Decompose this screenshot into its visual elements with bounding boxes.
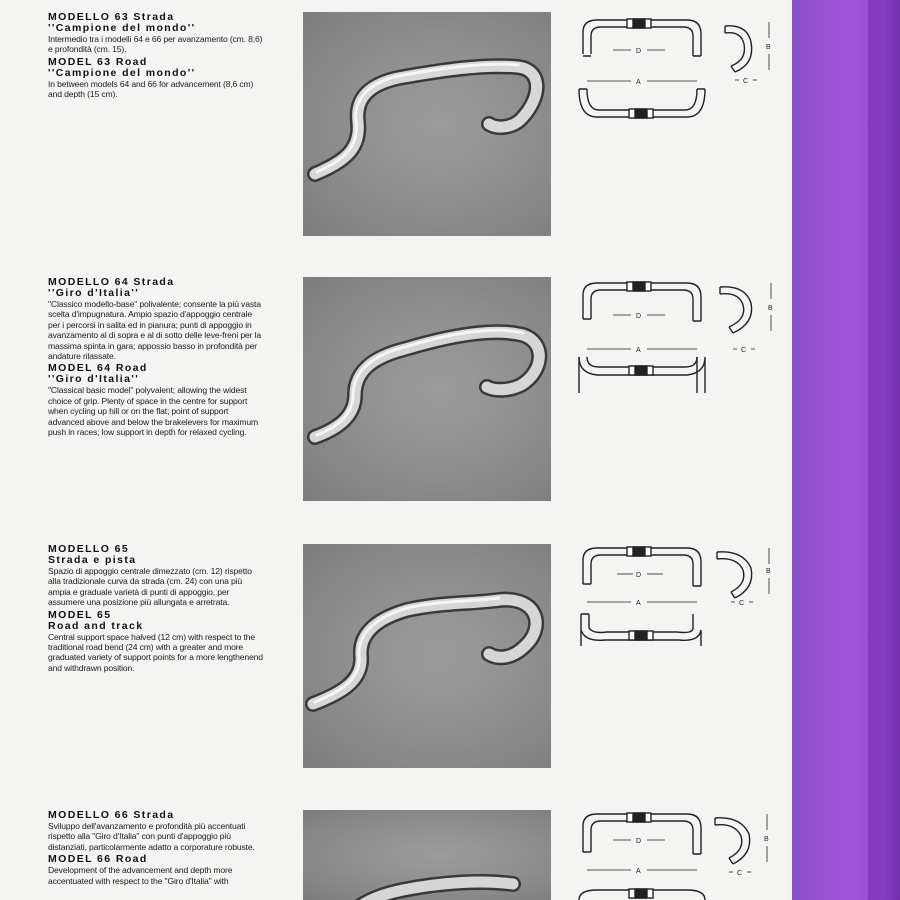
model-65-dimension-diagram (575, 542, 780, 682)
dimension-label-d: D (636, 48, 642, 55)
model-63-en-heading: MODEL 63 Road (48, 55, 148, 68)
model-64-it-body: "Classico modello-base" polivalente; consente la più vasta scelta d'impugnatura. Ampio spazio d'appoggio centrale per i percorsi in salita ed in pianura; punti di appoggio in avanzamento al di sopra e al di sotto delle leve-freni per la massima spinta in gara; appossio basso in profondità per andature rilassate. (48, 299, 261, 362)
model-66-section (0, 798, 792, 900)
model-66-it-body: Sviluppo dell'avanzamento e profondità più accentuati rispetto alla "Giro d'Italia" con punti d'appoggio più distanziati, particolarmente adatto a corporature robuste. (48, 821, 255, 852)
model-66-it-heading: MODELLO 66 Strada (48, 809, 175, 821)
model-64-section (0, 265, 792, 515)
dimension-label-b: B (768, 305, 773, 312)
model-63-dimension-diagram (575, 14, 780, 154)
dimension-label-d: D (636, 838, 642, 845)
model-66-dimension-diagram (575, 808, 780, 900)
dimension-label-c: C (737, 870, 743, 877)
model-65-en-heading: MODEL 65 (48, 608, 112, 621)
model-63-photo (303, 12, 551, 236)
model-66-text (48, 810, 266, 888)
model-65-en-body: Central support space halved (12 cm) with respect to the traditional road bend (24 cm) with a greater and more graduated variety of support points for a more lengthenend and withdrawn position. (48, 631, 263, 673)
binding-strip (868, 0, 900, 900)
dimension-label-c: C (741, 347, 747, 354)
model-64-it-heading: MODELLO 64 Strada (48, 276, 175, 288)
dimension-label-a: A (636, 79, 641, 86)
model-64-photo (303, 277, 551, 501)
model-65-it-heading: MODELLO 65 (48, 543, 130, 555)
model-65-section (0, 532, 792, 782)
dimension-label-c: C (743, 78, 749, 85)
dimension-label-d: D (636, 313, 642, 320)
dimension-label-b: B (766, 44, 771, 51)
dimension-label-a: A (636, 347, 641, 354)
model-63-section (0, 0, 792, 250)
dimension-label-d: D (636, 572, 642, 579)
dimension-label-c: C (739, 600, 745, 607)
model-63-text (48, 12, 266, 102)
model-63-it-heading: MODELLO 63 Strada (48, 11, 175, 23)
dimension-label-a: A (636, 868, 641, 875)
dimension-label-b: B (766, 568, 771, 575)
model-64-dimension-diagram (575, 277, 780, 417)
model-65-photo (303, 544, 551, 768)
model-63-en-subtitle: ''Campione del mondo'' (48, 66, 196, 79)
model-66-photo (303, 810, 551, 900)
model-65-it-body: Spazio di appoggio centrale dimezzato (cm. 12) rispetto alla tradizionale curva da strada (cm. 24) con una più ampia e graduale varietà di punti di appoggio, per assumere una posizione più allungata e arretrata. (48, 566, 252, 608)
model-64-en-heading: MODEL 64 Road (48, 362, 148, 375)
model-64-en-body: "Classical basic model" polyvalent; allowing the widest choice of grip. Plenty of space in the centre for support when cycling up hill or on the flat; point of support advanced above and below the brakelevers for maximum push in races; low support in depth for relaxed cycling. (48, 385, 259, 438)
model-66-en-body: Development of the advancement and depth more accentuated with respect to the "Giro d'Italia" with (48, 865, 233, 886)
model-64-text (48, 277, 266, 439)
model-64-en-subtitle: ''Giro d'Italia'' (48, 373, 140, 386)
model-63-it-body: Intermedio tra i modelli 64 e 66 per avanzamento (cm. 8,6) e profondità (cm. 15). (48, 34, 263, 55)
dimension-label-a: A (636, 600, 641, 607)
model-65-text (48, 544, 266, 675)
dimension-label-b: B (764, 836, 769, 843)
model-63-it-subtitle: ''Campione del mondo'' (48, 22, 196, 34)
model-65-en-subtitle: Road and track (48, 619, 144, 632)
model-64-it-subtitle: ''Giro d'Italia'' (48, 287, 140, 299)
model-63-en-body: In between models 64 and 66 for advancement (8,6 cm) and depth (15 cm). (48, 78, 254, 100)
model-66-en-heading: MODEL 66 Road (48, 853, 148, 866)
model-65-it-subtitle: Strada e pista (48, 554, 137, 566)
